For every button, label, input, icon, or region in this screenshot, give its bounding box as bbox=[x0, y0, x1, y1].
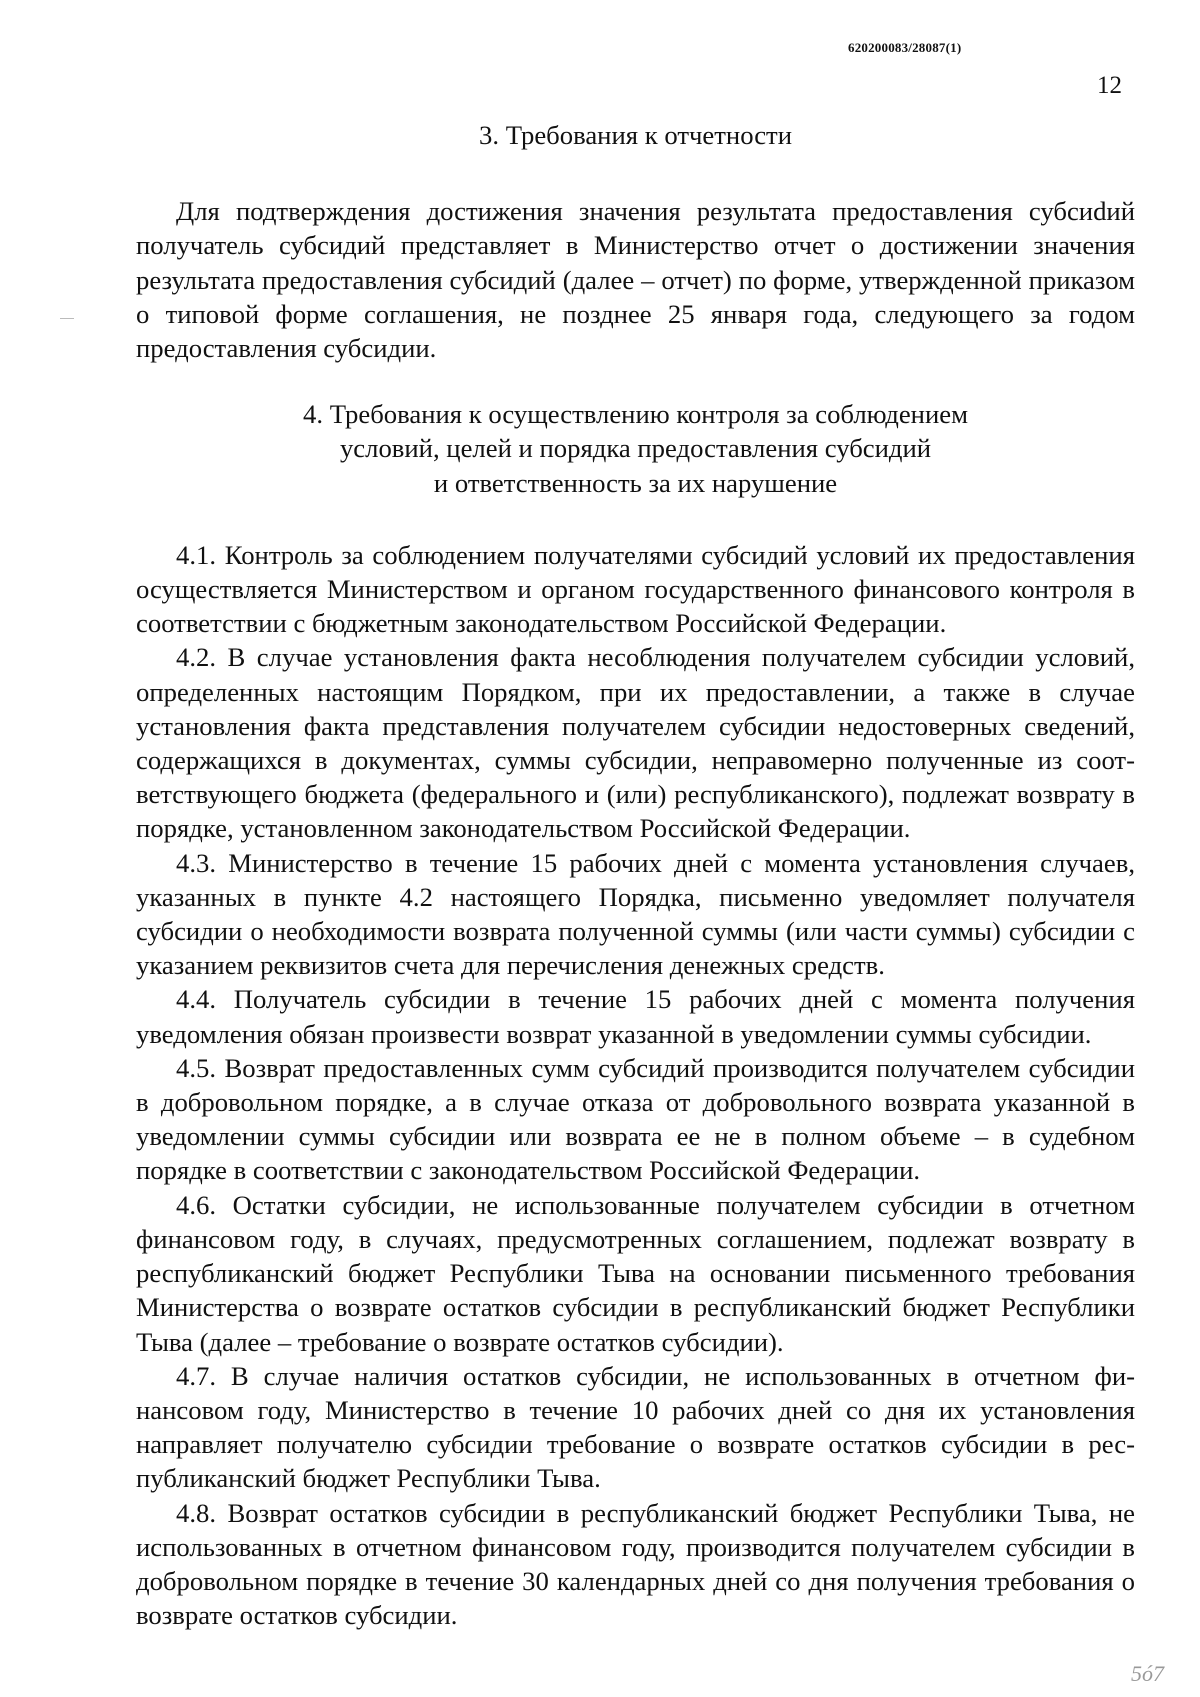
clause-4-8: 4.8. Возврат остатков субсидии в республиканский бюджет Республики Тыва, не использованных в отчетном финансовом году, производится получателем субсидии в добровольном порядке в течение 30 календарных дней со дня получения требования о возврате остатков субсидии. bbox=[136, 1497, 1135, 1631]
section-4-title-line-3: и ответственность за их нарушение bbox=[433, 467, 838, 498]
clause-4-1: 4.1. Контроль за соблюдением получателями субсидий условий их предоставления осуществляется Министерством и органом государственного финансового контроля в соответствии с бюджетным законодательством Российской Федерации. bbox=[136, 539, 1135, 639]
clause-4-6: 4.6. Остатки субсидии, не использованные получателем субсидии в отчетном финансовом году, в случаях, предусмотренных соглашением, подлежат возврату в республиканский бюджет Республики Тыва на основании письменного требования Министерства о возврате остатков субсидии в республиканский бюджет Республики Тыва (далее – требование о возврате остатков субсидии). bbox=[136, 1189, 1135, 1357]
document-code: 620200083/28087(1) bbox=[848, 40, 962, 55]
section-4-title-line-2: условий, целей и порядка предоставления субсидий bbox=[339, 433, 932, 464]
margin-mark bbox=[60, 318, 74, 319]
document-body bbox=[136, 118, 1135, 1632]
clause-4-7: 4.7. В случае наличия остатков субсидии, не использованных в отчетном финансовом году, Министерство в течение 10 рабочих дней со дня их установления направляет получателю субсидии требование о возврате остатков субсидии в республиканский бюджет Республики Тыва. bbox=[136, 1360, 1135, 1494]
clause-4-4: 4.4. Получатель субсидии в течение 15 рабочих дней с момента получения уведомления обязан произвести возврат указанной в уведомлении суммы субсидии. bbox=[136, 984, 1135, 1049]
handwritten-page-mark: 5ó7 bbox=[1131, 1661, 1164, 1686]
section-4-title-line-1: 4. Требования к осуществлению контроля за соблюдением bbox=[303, 399, 968, 430]
clause-4-5: 4.5. Возврат предоставленных сумм субсидий производится получателем субсидии в добровольном порядке, а в случае отказа от добровольного возврата указанной в уведомлении суммы субсидии или возврата ее не в полном объеме – в судебном порядке в соответствии с законодательством Российской Федерации. bbox=[136, 1052, 1135, 1186]
clause-4-2: 4.2. В случае установления факта несоблюдения получателем субсидии условий, определенных настоящим Порядком, при их предоставлении, а также в случае установления факта представления получателем субсидии недостоверных сведений, содержащихся в документах, суммы субсидии, неправомерно полученные из соответствующего бюджета (федерального и (или) республиканского), подлежат возврату в порядке, установленном законодательством Российской Федерации. bbox=[136, 642, 1135, 844]
section-3-title: 3. Требования к отчетности bbox=[479, 120, 792, 150]
section-3-paragraph: Для подтверждения достижения значения результата предоставления субсиdий получатель субсидий представляет в Министерство отчет о достижении значения результата предоставления субсидий (далее – отчет) по форме, утвержденной приказом о типовой форме соглашения, не позднее 25 января года, следующего за годом предоставления субсидии. bbox=[136, 196, 1135, 364]
clause-4-3: 4.3. Министерство в течение 15 рабочих дней с момента установления случаев, указанных в пункте 4.2 настоящего Порядка, письменно уведомляет получателя субсидии о необходимости возврата полученной суммы (или части суммы) субсидии с указанием реквизитов счета для перечисления денежных средств. bbox=[136, 847, 1135, 981]
section-4-title bbox=[136, 397, 1135, 500]
page-number: 12 bbox=[1097, 72, 1122, 99]
